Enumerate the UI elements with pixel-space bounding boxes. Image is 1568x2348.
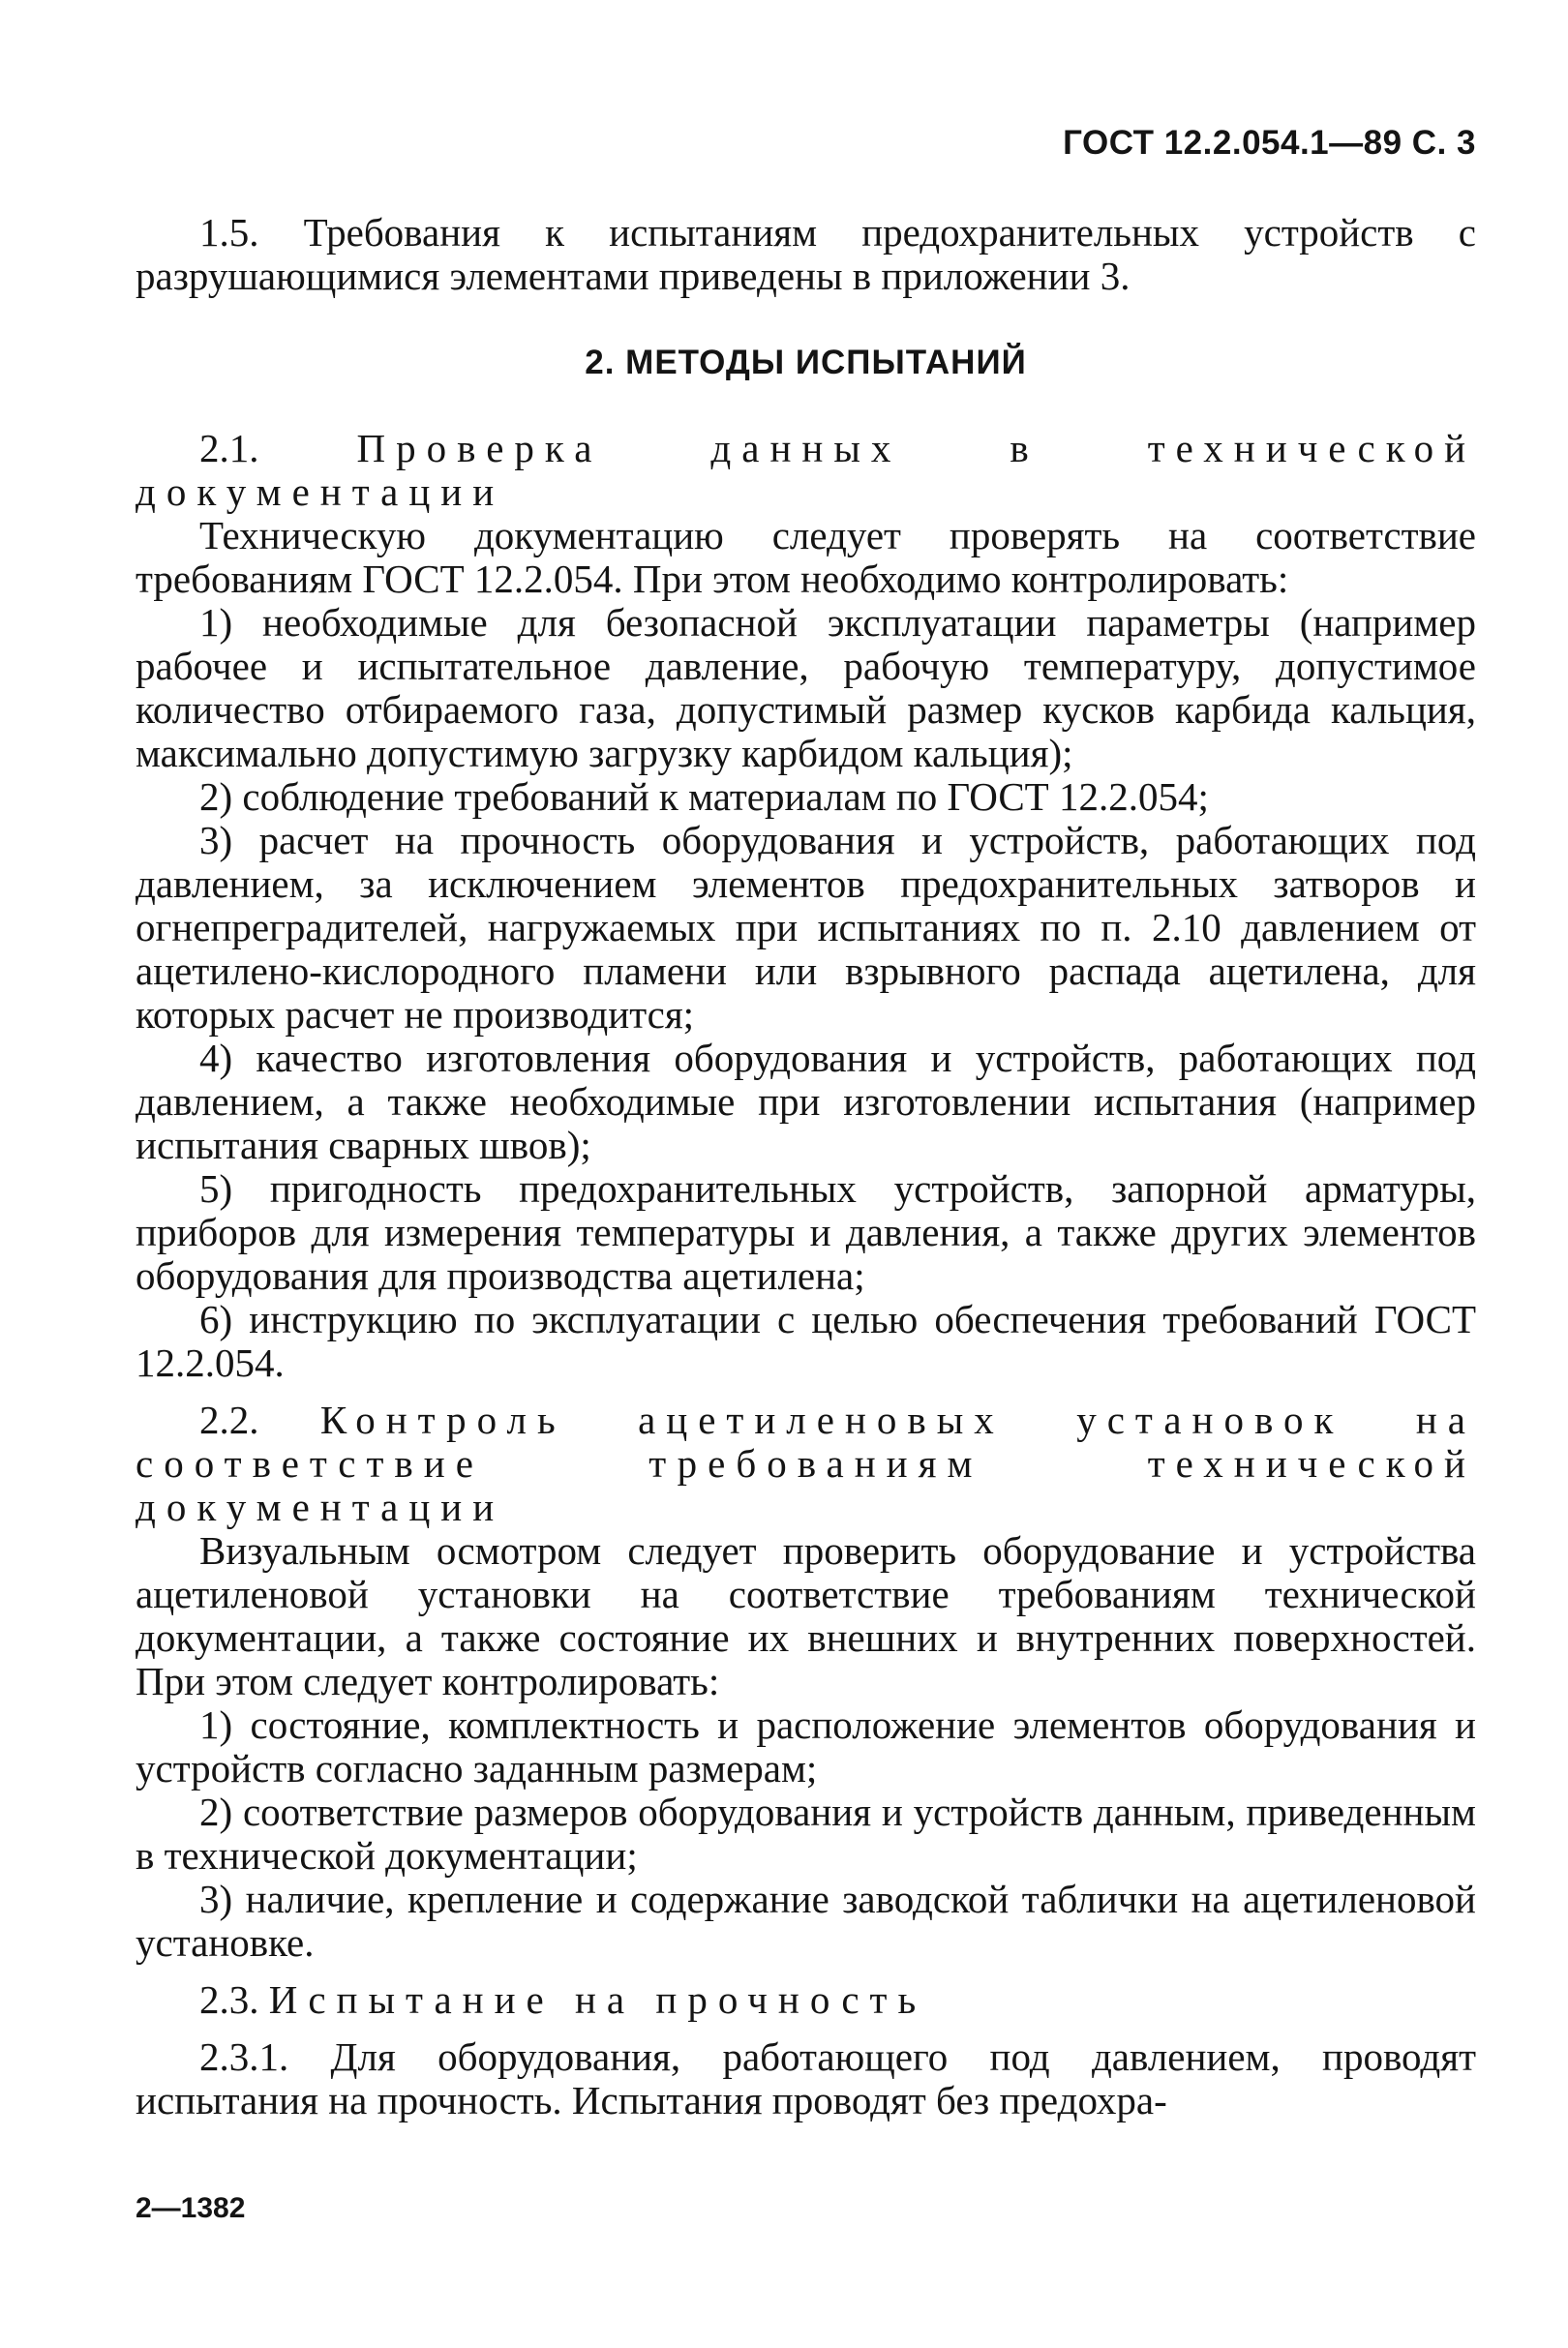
section-heading: 2. МЕТОДЫ ИСПЫТАНИЙ bbox=[585, 344, 1027, 381]
list-item: 3) наличие, крепление и содержание заводской таблички на ацетиленовой установке. bbox=[136, 1877, 1476, 1965]
subsection-title: Проверка данных в технической документации bbox=[136, 426, 1477, 514]
subsection-2-2-title bbox=[136, 1399, 1476, 1529]
subsection-title: Контроль ацетиленовых установок на соответствие требованиям технической документации bbox=[136, 1398, 1476, 1529]
paragraph-2-3-1: 2.3.1. Для оборудования, работающего под давлением, проводят испытания на прочность. Испытания проводят без предохра- bbox=[136, 2034, 1476, 2122]
paragraph-2-2-intro: Визуальным осмотром следует проверить оборудование и устройства ацетиленовой установки на соответствие требованиям технической документации, а также состояние их внешних и внутренних поверхностей. При этом следует контролировать: bbox=[136, 1528, 1476, 1703]
subsection-number: 2.1. bbox=[199, 426, 259, 470]
subsection-2-3-title bbox=[136, 1978, 1476, 2022]
list-item: 6) инструкцию по эксплуатации с целью обеспечения требований ГОСТ 12.2.054. bbox=[136, 1297, 1476, 1385]
paragraph-2-1-intro: Техническую документацию следует проверять на соответствие требованиям ГОСТ 12.2.054. При этом необходимо контролировать: bbox=[136, 513, 1476, 601]
page-signature: 2—1382 bbox=[136, 2192, 246, 2224]
list-item: 1) необходимые для безопасной эксплуатации параметры (например рабочее и испытательное давление, рабочую температуру, допустимое количество отбираемого газа, допустимый размер кусков карбида кальция, максимально допустимую загрузку карбидом кальция); bbox=[136, 600, 1476, 775]
document-body bbox=[136, 211, 1476, 2122]
paragraph-1-5: 1.5. Требования к испытаниям предохранительных устройств с разрушающимися элементами приведены в приложении 3. bbox=[136, 210, 1476, 298]
list-item: 1) состояние, комплектность и расположение элементов оборудования и устройств согласно заданным размерам; bbox=[136, 1702, 1476, 1791]
subsection-title: Испытание на прочность bbox=[268, 1977, 927, 2022]
list-item: 2) соблюдение требований к материалам по ГОСТ 12.2.054; bbox=[199, 774, 1209, 819]
subsection-2-1-title bbox=[136, 427, 1476, 514]
list-item: 2) соответствие размеров оборудования и устройств данным, приведенным в технической документации; bbox=[136, 1790, 1476, 1878]
subsection-number: 2.2. bbox=[199, 1398, 259, 1442]
subsection-number: 2.3. bbox=[199, 1977, 259, 2022]
list-item: 3) расчет на прочность оборудования и устройств, работающих под давлением, за исключением элементов предохранительных затворов и огнепреградителей, нагружаемых при испытаниях по п. 2.10 давлением от ацетилено-кислородного пламени или взрывного распада ацетилена, для которых расчет не производится; bbox=[136, 818, 1476, 1037]
list-item: 5) пригодность предохранительных устройств, запорной арматуры, приборов для измерения температуры и давления, а также других элементов оборудования для производства ацетилена; bbox=[136, 1166, 1476, 1298]
list-item: 4) качество изготовления оборудования и устройств, работающих под давлением, а также необходимые при изготовлении испытания (например испытания сварных швов); bbox=[136, 1036, 1476, 1167]
document-header: ГОСТ 12.2.054.1—89 С. 3 bbox=[1063, 124, 1476, 162]
